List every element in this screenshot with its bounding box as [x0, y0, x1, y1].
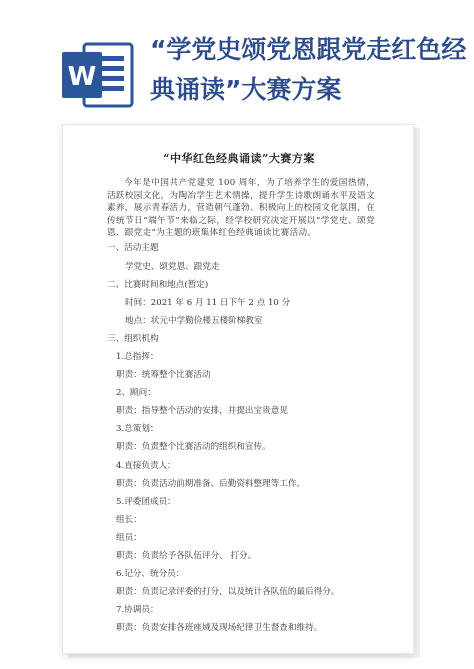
document-line: 1.总指挥：	[116, 352, 159, 362]
document-line: 职责：指导整个活动的安排，并提出宝贵意见	[116, 406, 288, 417]
document-line: 时间：2021 年 6 月 11 日下午 2 点 10 分	[125, 297, 291, 308]
document-line: 职责：负责活动前期准备、后勤资料整理等工作。	[116, 478, 306, 489]
word-document-icon	[62, 42, 134, 108]
document-line: 组员：	[116, 532, 142, 543]
document-line: 4.直接负责人：	[116, 460, 176, 471]
document-title: “中华红色经典诵读”大赛方案	[163, 152, 315, 165]
document-line: 一、活动主题	[107, 243, 159, 254]
document-line: 职责：负责整个比赛活动的组织和宣传。	[116, 442, 271, 453]
document-line: 职责：负责记录评委的打分，以及统计各队伍的最后得分。	[116, 587, 340, 598]
document-line: 2、顾问：	[116, 388, 156, 399]
document-line: 学党史、颂党恩、跟党走	[125, 261, 220, 272]
document-line: 职责：统筹整个比赛活动	[116, 370, 211, 381]
document-line: 地点：状元中学勤俭楼五楼阶梯教室	[125, 315, 263, 326]
document-line: 二、比赛时间和地点(暂定)	[107, 279, 209, 290]
document-line: 3.总策划：	[116, 424, 159, 435]
document-body	[107, 153, 375, 638]
word-icon-letter: W	[67, 62, 97, 92]
document-line: 5.评委团成员：	[116, 496, 176, 507]
page-title-line-1: “学党史颂党恩跟党走红色经	[150, 35, 467, 64]
document-page	[62, 124, 414, 654]
document-line: 组长：	[116, 514, 142, 525]
document-line: 7.协调员：	[116, 605, 159, 616]
document-line: 职责：负责给予各队伍评分、 打分。	[116, 551, 257, 562]
page-title	[150, 30, 467, 110]
header	[0, 0, 474, 120]
document-lines	[107, 239, 375, 637]
page-title-line-2: 典诵读”大赛方案	[150, 75, 342, 104]
intro-paragraph: 今年是中国共产党建党 100 周年，为了培养学生的爱国热情，活跃校园文化，为陶冶学生艺术情操，提升学生诗歌朗诵水平及语文素养，展示青春活力，营造朝气蓬勃、积极向上的校园文化氛围，在传统节日“端午节”来临之际，经学校研究决定开展以“学党史、颂党恩、跟党走”为主题的班集体红色经典诵读比赛活动。	[107, 178, 375, 239]
document-line: 6.记分、统分员：	[116, 569, 185, 580]
document-line: 职责：负责安排各班座域及现场纪律卫生督查和维持。	[116, 623, 323, 634]
document-line: 三、组织机构	[107, 333, 159, 344]
